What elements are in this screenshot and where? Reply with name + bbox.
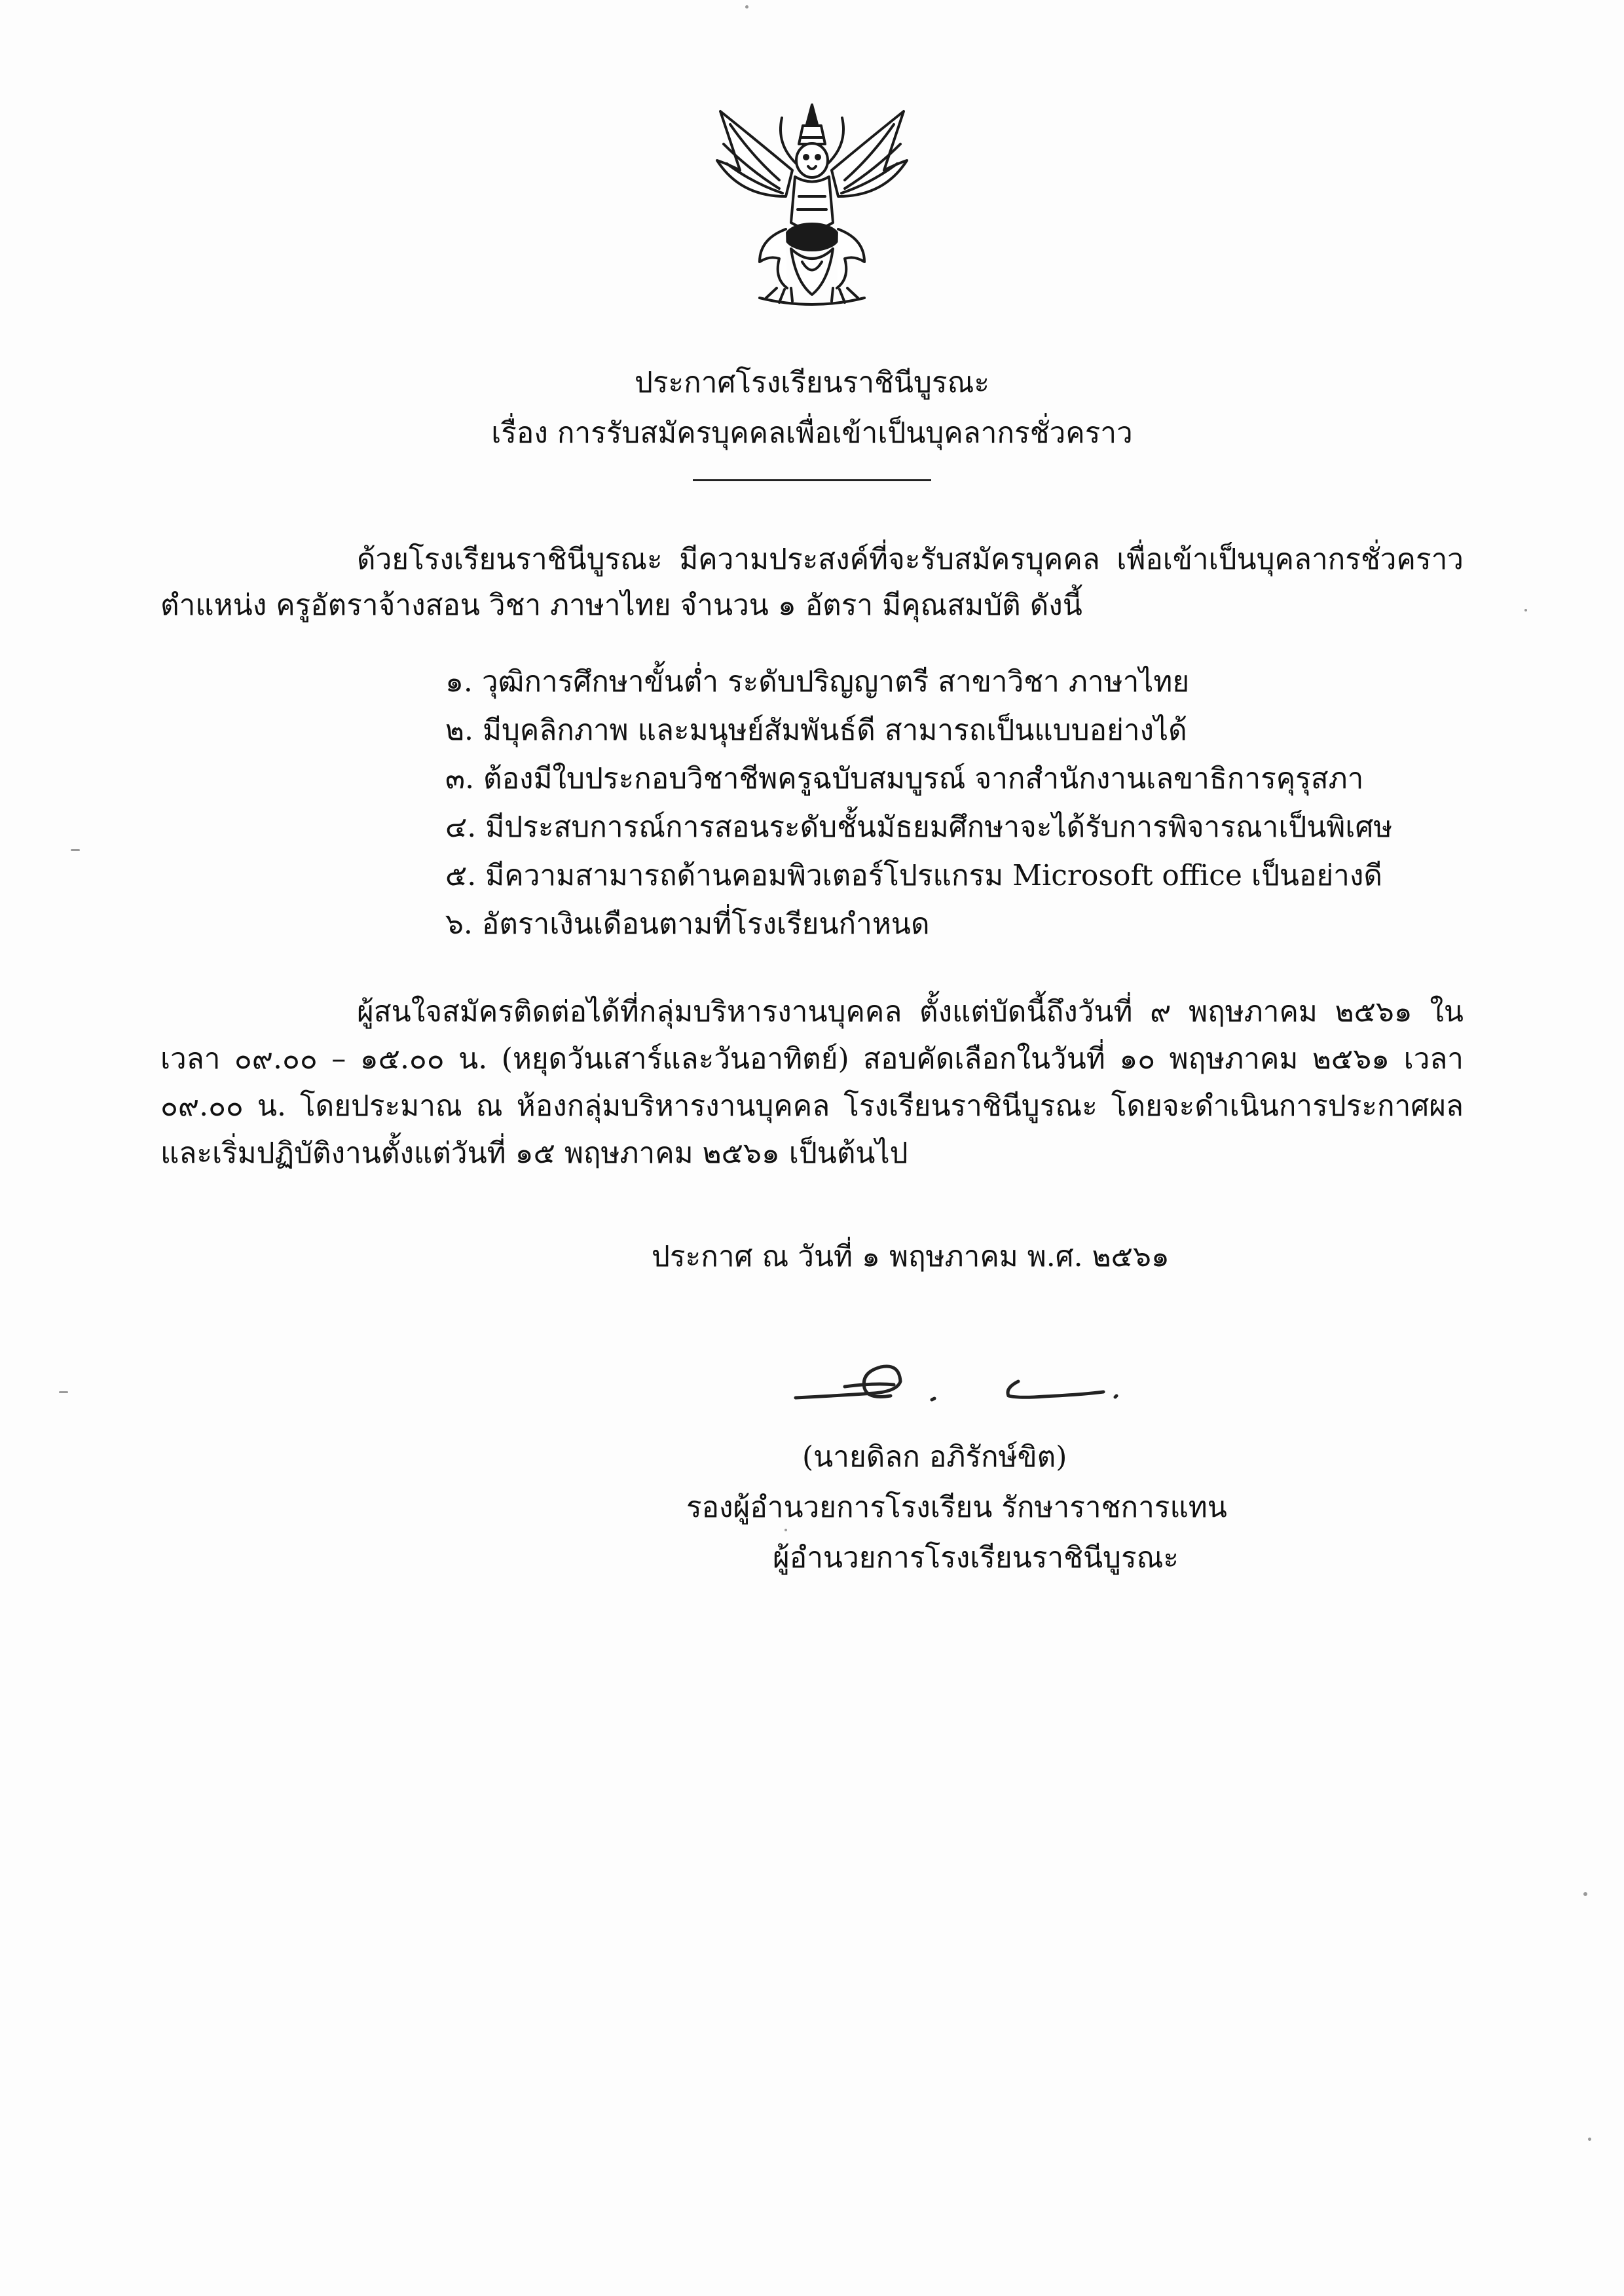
announcement-subject: เรื่อง การรับสมัครบุคคลเพื่อเข้าเป็นบุคลากรชั่วคราว (491, 416, 1133, 450)
requirement-item: ๒. มีบุคลิกภาพ และมนุษย์สัมพันธ์ดี สามารถเป็นแบบอย่างได้ (445, 714, 1187, 747)
garuda-emblem-icon (714, 98, 910, 308)
signer-position-line1: รองผู้อำนวยการโรงเรียน รักษาราชการแทน (686, 1491, 1227, 1524)
signer-position-line2: ผู้อำนวยการโรงเรียนราชินีบูรณะ (773, 1541, 1179, 1575)
announcement-date: ประกาศ ณ วันที่ ๑ พฤษภาคม พ.ศ. ๒๕๖๑ (652, 1240, 1170, 1273)
scan-speck (71, 849, 80, 851)
scan-speck (1524, 609, 1527, 611)
requirements-list (445, 658, 1392, 949)
intro-text: ด้วยโรงเรียนราชินีบูรณะ มีความประสงค์ที่จะรับสมัครบุคคล เพื่อเข้าเป็นบุคลากรชั่วคราว ตำแหน่ง ครูอัตราจ้างสอน วิชา ภาษาไทย จำนวน ๑ อัตรา มีคุณสมบัติ ดังนี้ (160, 543, 1464, 622)
intro-paragraph (160, 537, 1464, 629)
scan-speck (745, 5, 748, 9)
requirement-item: ๔. มีประสบการณ์การสอนระดับชั้นมัธยมศึกษาจะได้รับการพิจารณาเป็นพิเศษ (445, 811, 1393, 844)
handwritten-signature-icon (783, 1322, 1123, 1421)
scan-speck (1588, 2138, 1591, 2141)
signer-name: (นายดิลก อภิรักษ์ขิต) (802, 1440, 1067, 1474)
requirement-item: ๖. อัตราเงินเดือนตามที่โรงเรียนกำหนด (445, 907, 930, 941)
title-underline (693, 479, 931, 481)
requirement-item: ๓. ต้องมีใบประกอบวิชาชีพครูฉบับสมบูรณ์ จากสำนักงานเลขาธิการคุรุสภา (445, 762, 1364, 795)
scan-speck (784, 1529, 787, 1531)
scan-speck (1583, 1892, 1587, 1896)
contact-paragraph (160, 989, 1464, 1177)
announcement-title: ประกาศโรงเรียนราชินีบูรณะ (634, 366, 990, 399)
requirement-item: ๕. มีความสามารถด้านคอมพิวเตอร์โปรแกรม Microsoft office เป็นอย่างดี (445, 859, 1382, 892)
requirement-item: ๑. วุฒิการศึกษาขั้นต่ำ ระดับปริญญาตรี สาขาวิชา ภาษาไทย (445, 665, 1190, 699)
scan-speck (59, 1391, 68, 1393)
contact-text: ผู้สนใจสมัครติดต่อได้ที่กลุ่มบริหารงานบุคคล ตั้งแต่บัดนี้ถึงวันที่ ๙ พฤษภาคม ๒๕๖๑ ในเวลา ๐๙.๐๐ – ๑๕.๐๐ น. (หยุดวันเสาร์และวันอาทิตย์) สอบคัดเลือกในวันที่ ๑๐ พฤษภาคม ๒๕๖๑ เวลา ๐๙.๐๐ น. โดยประมาณ ณ ห้องกลุ่มบริหารงานบุคคล โรงเรียนราชินีบูรณะ โดยจะดำเนินการประกาศผลและเริ่มปฏิบัติงานตั้งแต่วันที่ ๑๕ พฤษภาคม ๒๕๖๑ เป็นต้นไป (160, 995, 1464, 1170)
